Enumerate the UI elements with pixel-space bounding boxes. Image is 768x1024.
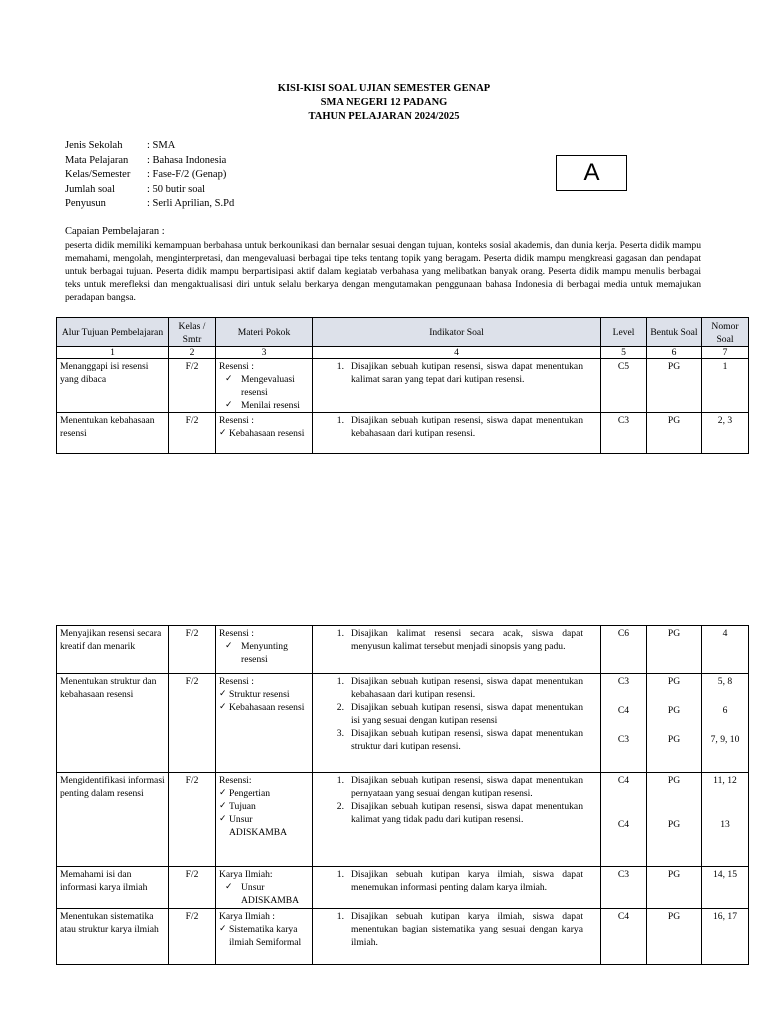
cell-nomor (702, 909, 749, 965)
materi-item: ✓ Kebahasaan resensi (219, 701, 309, 714)
nomor-value: 11, 12 (713, 775, 737, 786)
bentuk-value: PG (667, 628, 681, 639)
bentuk-stack (650, 627, 698, 640)
indikator-number: 1. (336, 361, 344, 372)
cell-kelas: F/2 (169, 674, 216, 773)
table-row (57, 867, 749, 909)
bentuk-stack (650, 360, 698, 373)
indikator-item (316, 800, 597, 826)
cell-atp: Menentukan kebahasaan resensi (57, 413, 169, 454)
column-number: 4 (313, 347, 601, 359)
indikator-number: 1. (336, 628, 344, 639)
bentuk-stack (650, 774, 698, 831)
nomor-value: 16, 17 (713, 911, 737, 922)
column-number: 2 (169, 347, 216, 359)
cell-bentuk (647, 867, 702, 909)
cell-level (601, 359, 647, 413)
cell-indikator (313, 626, 601, 674)
meta-label: Kelas/Semester (65, 169, 131, 180)
header-nomor: Nomor Soal (702, 318, 749, 347)
indikator-text: Disajikan sebuah kutipan resensi, siswa dapat menentukan pernyataan yang sesuai dengan kutipan resensi. (351, 775, 583, 799)
indikator-text: Disajikan sebuah kutipan resensi, siswa dapat menentukan kalimat yang tidak padu dari kutipan resensi. (351, 801, 583, 825)
grid-table-page-2 (56, 625, 749, 965)
table-row (57, 413, 749, 454)
level-stack (604, 360, 643, 373)
materi-title: Resensi : (219, 676, 254, 687)
indikator-list (316, 360, 597, 386)
document-title (0, 82, 768, 124)
cell-kelas: F/2 (169, 867, 216, 909)
indikator-list (316, 675, 597, 753)
indikator-text: Disajikan sebuah kutipan resensi, siswa dapat menentukan kebahasaan dari kutipan resensi. (351, 415, 583, 439)
exam-code-box: A (556, 155, 627, 191)
level-value: C3 (617, 869, 630, 880)
cell-materi (216, 909, 313, 965)
nomor-value: 6 (722, 705, 728, 716)
table-row (57, 909, 749, 965)
cell-atp: Mengidentifikasi informasi penting dalam resensi (57, 773, 169, 867)
indikator-item (316, 627, 597, 653)
indikator-list (316, 868, 597, 894)
indikator-number: 1. (336, 775, 344, 786)
materi-title: Resensi: (219, 775, 252, 786)
cell-nomor (702, 674, 749, 773)
bentuk-value: PG (667, 705, 681, 716)
level-stack (604, 868, 643, 881)
meta-value: : Serli Aprilian, S.Pd (147, 198, 235, 209)
indikator-list (316, 910, 597, 949)
identity-block (65, 139, 234, 212)
materi-list (219, 774, 309, 839)
nomor-value: 4 (722, 628, 728, 639)
cell-bentuk (647, 413, 702, 454)
indikator-item (316, 675, 597, 701)
cell-indikator (313, 413, 601, 454)
table-row (57, 626, 749, 674)
materi-title: Karya Ilmiah: (219, 869, 273, 880)
materi-item: ✓ Menyunting resensi (219, 640, 309, 666)
cell-materi (216, 413, 313, 454)
indikator-list (316, 774, 597, 826)
column-number: 6 (647, 347, 702, 359)
header-level: Level (601, 318, 647, 347)
bentuk-value: PG (667, 775, 681, 786)
indikator-text: Disajikan sebuah kutipan resensi, siswa dapat menentukan struktur dari kutipan resensi. (351, 728, 583, 752)
indikator-number: 1. (336, 911, 344, 922)
indikator-item (316, 360, 597, 386)
cell-kelas: F/2 (169, 909, 216, 965)
nomor-stack (705, 774, 745, 831)
cell-atp: Menentukan struktur dan kebahasaan resensi (57, 674, 169, 773)
bentuk-value: PG (667, 415, 681, 426)
nomor-stack (705, 360, 745, 373)
indikator-text: Disajikan kalimat resensi secara acak, siswa dapat menyusun kalimat tersebut menjadi sinopsis yang padu. (351, 628, 583, 652)
table-header-row (57, 318, 749, 347)
title-line-3: TAHUN PELAJARAN 2024/2025 (308, 111, 460, 122)
level-stack (604, 910, 643, 923)
materi-item: ✓ Pengertian (219, 787, 309, 800)
indikator-item (316, 727, 597, 753)
cell-level (601, 867, 647, 909)
column-number: 3 (216, 347, 313, 359)
table-row (57, 359, 749, 413)
meta-row (65, 168, 234, 183)
cell-level (601, 413, 647, 454)
bentuk-stack (650, 414, 698, 427)
meta-label: Mata Pelajaran (65, 154, 129, 166)
nomor-value: 13 (720, 819, 730, 830)
materi-list (219, 675, 309, 714)
cell-indikator (313, 773, 601, 867)
indikator-list (316, 627, 597, 653)
level-stack (604, 675, 643, 746)
cell-nomor (702, 626, 749, 674)
level-value: C6 (617, 628, 630, 639)
materi-title: Resensi : (219, 415, 254, 426)
level-value: C3 (617, 734, 630, 745)
bentuk-stack (650, 910, 698, 923)
title-line-1: KISI-KISI SOAL UJIAN SEMESTER GENAP (277, 83, 491, 94)
indikator-text: Disajikan sebuah kutipan resensi, siswa dapat menentukan kalimat saran yang tepat dari kutipan resensi. (351, 361, 583, 385)
meta-row (65, 197, 234, 212)
materi-item: ✓ Unsur ADISKAMBA (219, 813, 309, 839)
cell-atp: Menyajikan resensi secara kreatif dan menarik (57, 626, 169, 674)
header-indikator: Indikator Soal (313, 318, 601, 347)
materi-item: ✓ Menilai resensi (219, 399, 309, 412)
meta-row (65, 154, 234, 169)
bentuk-value: PG (667, 911, 681, 922)
indikator-number: 1. (336, 415, 344, 426)
indikator-text: Disajikan sebuah kutipan karya ilmiah, siswa dapat menentukan bagian sistematika yang sesuai dengan karya ilmiah. (351, 911, 583, 948)
meta-value: : 50 butir soal (147, 183, 206, 195)
indikator-item (316, 774, 597, 800)
indikator-item (316, 701, 597, 727)
nomor-value: 7, 9, 10 (710, 734, 740, 745)
materi-list (219, 414, 309, 440)
nomor-stack (705, 627, 745, 640)
materi-list (219, 627, 309, 666)
indikator-text: Disajikan sebuah kutipan resensi, siswa dapat menentukan kebahasaan dari kutipan resensi. (351, 676, 583, 700)
bentuk-value: PG (667, 676, 681, 687)
indikator-number: 2. (336, 702, 344, 713)
materi-item: ✓ Sistematika karya ilmiah Semiformal (219, 923, 309, 949)
cell-materi (216, 359, 313, 413)
indikator-item (316, 414, 597, 440)
cell-level (601, 674, 647, 773)
cell-level (601, 909, 647, 965)
nomor-value: 1 (722, 361, 728, 372)
cell-kelas: F/2 (169, 773, 216, 867)
meta-value: : Bahasa Indonesia (147, 154, 227, 166)
column-number: 5 (601, 347, 647, 359)
materi-list (219, 910, 309, 949)
column-number: 1 (57, 347, 169, 359)
bentuk-value: PG (667, 869, 681, 880)
cell-nomor (702, 413, 749, 454)
grid-table-page-1 (56, 317, 749, 454)
nomor-value: 2, 3 (717, 415, 733, 426)
materi-item: ✓ Struktur resensi (219, 688, 309, 701)
cell-bentuk (647, 909, 702, 965)
meta-row (65, 139, 234, 154)
level-value: C3 (617, 676, 630, 687)
cell-kelas: F/2 (169, 359, 216, 413)
cell-bentuk (647, 359, 702, 413)
meta-label: Jenis Sekolah (65, 140, 123, 151)
bentuk-value: PG (667, 819, 681, 830)
header-atp: Alur Tujuan Pembelajaran (57, 318, 169, 347)
cell-kelas: F/2 (169, 626, 216, 674)
cell-kelas: F/2 (169, 413, 216, 454)
column-number-row (57, 347, 749, 359)
indikator-item (316, 910, 597, 949)
cell-level (601, 626, 647, 674)
indikator-text: Disajikan sebuah kutipan resensi, siswa dapat menentukan isi yang sesuai dengan kutipan resensi (351, 702, 583, 726)
header-bentuk: Bentuk Soal (647, 318, 702, 347)
table-row (57, 674, 749, 773)
nomor-stack (705, 910, 745, 923)
level-value: C5 (617, 361, 630, 372)
level-stack (604, 774, 643, 831)
level-value: C3 (617, 415, 630, 426)
nomor-value: 14, 15 (713, 869, 737, 880)
materi-title: Karya Ilmiah : (219, 911, 275, 922)
nomor-stack (705, 675, 745, 746)
table-row (57, 773, 749, 867)
capaian-text: peserta didik memiliki kemampuan berbahasa untuk berkounikasi dan bernalar sesuai dengan tujuan, konteks sosial akademis, dan dunia kerja. Peserta didik mampu memahami, mengolah, menginterpretasi, dan mengevaluasi berbagai tipe teks tentang topik yang beragam. Peserta didik mampu mengkreasi gagasan dan pendapat untuk berbagai tujuan. Peserta didik mampu berpartisipasi aktif dalam kegiatab verbahasa yang melibatkan banyak orang. Peserta didik mampu menulis berbagai teks untuk merefleksi dan mengaktualisasi diri untuk selalu berkarya dengan mengutamakan penggunaan bahasa Indonesia di berbagai media untuk memajukan peradapan bangsa. (65, 239, 701, 303)
materi-item: ✓ Tujuan (219, 800, 309, 813)
indikator-number: 1. (336, 869, 344, 880)
meta-value: : SMA (147, 140, 176, 151)
level-stack (604, 627, 643, 640)
cell-atp: Memahami isi dan informasi karya ilmiah (57, 867, 169, 909)
level-value: C4 (617, 819, 630, 830)
materi-list (219, 360, 309, 412)
cell-nomor (702, 359, 749, 413)
meta-row (65, 183, 234, 198)
nomor-stack (705, 868, 745, 881)
meta-label: Jumlah soal (65, 183, 115, 195)
cell-materi (216, 674, 313, 773)
cell-materi (216, 867, 313, 909)
header-materi: Materi Pokok (216, 318, 313, 347)
cell-nomor (702, 773, 749, 867)
nomor-stack (705, 414, 745, 427)
cell-indikator (313, 359, 601, 413)
title-line-2: SMA NEGERI 12 PADANG (320, 97, 448, 108)
level-stack (604, 414, 643, 427)
level-value: C4 (617, 705, 630, 716)
materi-list (219, 868, 309, 907)
cell-atp: Menentukan sistematika atau struktur karya ilmiah (57, 909, 169, 965)
materi-item: ✓ Kebahasaan resensi (219, 427, 309, 440)
column-number: 7 (702, 347, 749, 359)
bentuk-value: PG (667, 361, 681, 372)
cell-materi (216, 773, 313, 867)
indikator-number: 3. (336, 728, 344, 739)
level-value: C4 (617, 911, 630, 922)
cell-atp: Menanggapi isi resensi yang dibaca (57, 359, 169, 413)
bentuk-stack (650, 675, 698, 746)
materi-item: ✓ Mengevaluasi resensi (219, 373, 309, 399)
indikator-text: Disajikan sebuah kutipan karya ilmiah, siswa dapat menemukan informasi penting dalam karya ilmiah. (351, 869, 583, 893)
cell-bentuk (647, 674, 702, 773)
cell-nomor (702, 867, 749, 909)
bentuk-value: PG (667, 734, 681, 745)
level-value: C4 (617, 775, 630, 786)
cell-materi (216, 626, 313, 674)
meta-label: Penyusun (65, 198, 106, 209)
indikator-item (316, 868, 597, 894)
cell-indikator (313, 909, 601, 965)
nomor-value: 5, 8 (717, 676, 733, 687)
capaian-heading: Capaian Pembelajaran : (65, 226, 165, 237)
materi-title: Resensi : (219, 628, 254, 639)
cell-indikator (313, 674, 601, 773)
materi-item: ✓ Unsur ADISKAMBA (219, 881, 309, 907)
meta-value: : Fase-F/2 (Genap) (147, 169, 227, 180)
capaian-pembelajaran (65, 226, 701, 304)
indikator-list (316, 414, 597, 440)
cell-indikator (313, 867, 601, 909)
cell-level (601, 773, 647, 867)
cell-bentuk (647, 773, 702, 867)
bentuk-stack (650, 868, 698, 881)
indikator-number: 1. (336, 676, 344, 687)
cell-bentuk (647, 626, 702, 674)
materi-title: Resensi : (219, 361, 254, 372)
header-kelas: Kelas / Smtr (169, 318, 216, 347)
indikator-number: 2. (336, 801, 344, 812)
